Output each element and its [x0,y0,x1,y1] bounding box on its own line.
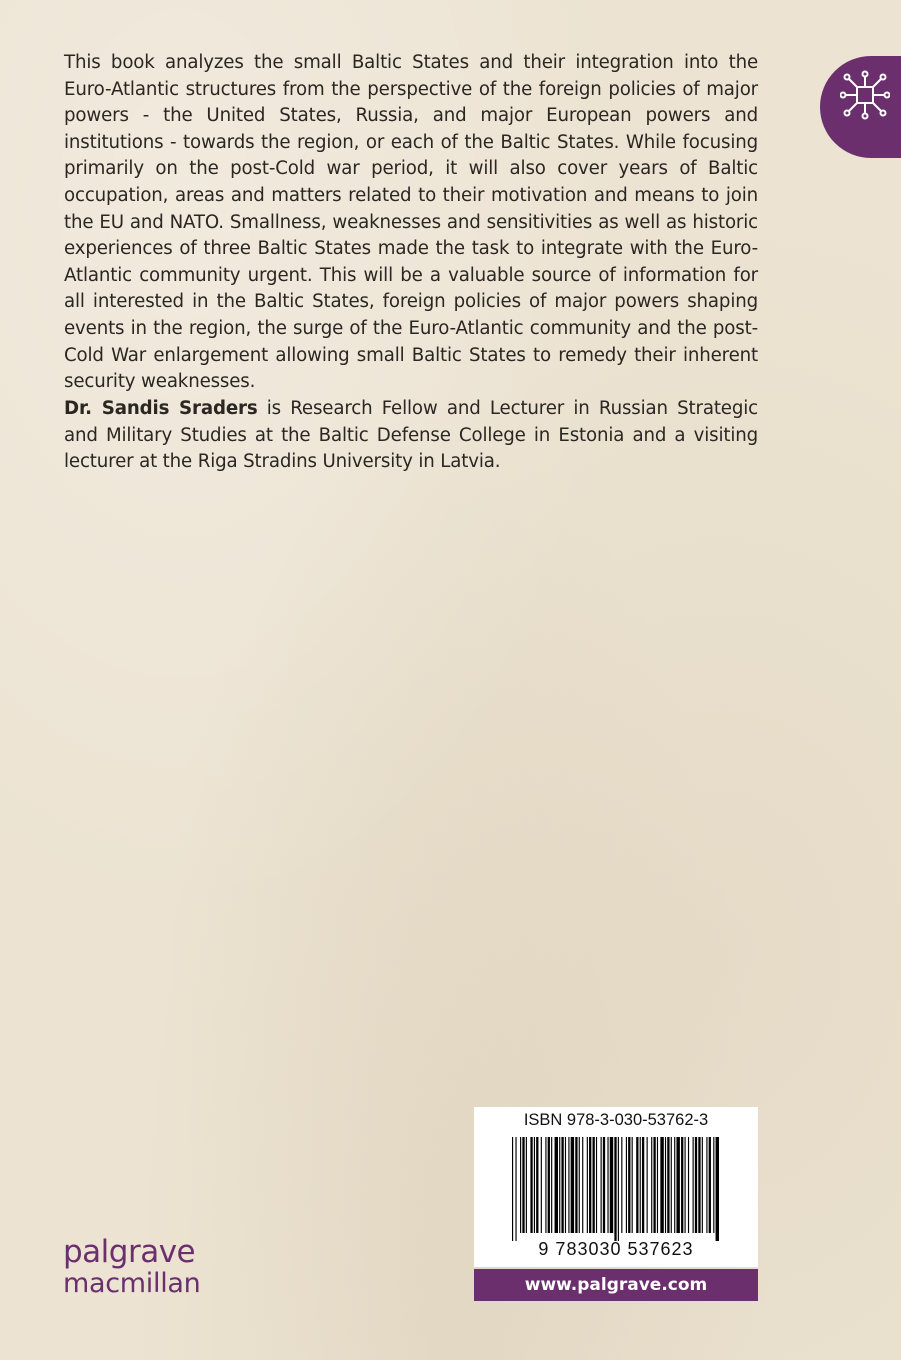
barcode-bar [530,1137,532,1233]
barcode-bar [621,1137,622,1233]
barcode-bar [657,1137,658,1233]
barcode-digits: 9 783030 537623 [538,1239,694,1259]
barcode-bar [579,1137,580,1233]
barcode-bar [551,1137,552,1233]
isbn-label: ISBN 978-3-030-53762-3 [523,1111,709,1129]
logo-line-1: palgrave [63,1234,196,1270]
barcode-bar [526,1137,527,1233]
author-name: Dr. Sandis Sraders [64,398,258,419]
barcode-bar [665,1137,666,1233]
barcode-bar [667,1137,669,1233]
barcode-bar [568,1137,569,1233]
barcode-bar [693,1137,694,1233]
barcode-bar [653,1137,655,1233]
barcode-bar [559,1137,560,1233]
barcode-bar [515,1137,516,1241]
barcode-bar [636,1137,638,1233]
barcode-bar [541,1137,542,1233]
barcode-bar [601,1137,602,1233]
barcode-bar [565,1137,566,1233]
barcode-bar [685,1137,686,1233]
book-description: This book analyzes the small Baltic States and their integration into the Euro-Atlantic structures from the perspective of the foreign policies of major powers - the United States, Russia, and major European powers and institutions - towards the region, or each of the Baltic States. While focusing primarily on the post-Cold war period, it will also cover years of Baltic occupation, areas and matters related to their motivation and means to join the EU and NATO. Smallness, weaknesses and sensitivities as well as historic experiences of three Baltic States made the task to integrate with the Euro-Atlantic community urgent. This will be a valuable source of information for all interested in the Baltic States, foreign policies of major powers shaping events in the region, the surge of the Euro-Atlantic community and the post-Cold War enlargement allowing small Baltic States to remedy their inherent security weaknesses. [64,52,758,393]
barcode-bar [603,1137,605,1233]
barcode-bar [582,1137,583,1233]
barcode-bars [510,1137,722,1241]
barcode-bar [571,1137,574,1233]
barcode-bar [628,1137,630,1233]
barcode-bar [545,1137,546,1233]
barcode-bar [610,1137,613,1233]
barcode-bar [647,1137,648,1233]
barcode-bar [716,1137,719,1241]
author-bio [64,396,758,476]
barcode-bar [607,1137,608,1233]
barcode-bar [534,1137,535,1233]
network-node-icon [840,70,890,120]
barcode-bar [522,1137,524,1233]
barcode-bar [626,1137,627,1233]
barcode-bar [589,1137,591,1233]
barcode-bar [632,1137,633,1233]
barcode-bar [651,1137,652,1233]
barcode-bar [713,1137,714,1233]
barcode-bar [698,1137,700,1233]
publisher-url[interactable]: www.palgrave.com [474,1269,758,1301]
barcode-bar [614,1137,616,1241]
barcode-bar [688,1137,689,1233]
series-badge [820,56,901,158]
publisher-logo [63,1235,200,1299]
barcode-bar [520,1137,521,1233]
barcode-bar [642,1137,644,1233]
barcode-bar [536,1137,538,1233]
barcode-bar [587,1137,588,1233]
barcode-bar [555,1137,558,1233]
barcode-bar [671,1137,672,1233]
barcode-bar [640,1137,641,1233]
barcode-bar [596,1137,597,1233]
barcode-bar [512,1137,513,1241]
barcode-bar [548,1137,550,1233]
isbn-barcode [474,1107,758,1267]
logo-line-2: macmillan [63,1268,201,1299]
barcode-bar [618,1137,619,1241]
barcode-bar [676,1137,679,1233]
author-bio-text: is Research Fellow and Lecturer in Russian Strategic and Military Studies at the Baltic Defense College in Estonia and a visiting lecturer at the Riga Stradins University in Latvia. [64,398,758,473]
barcode-bar [695,1137,697,1233]
barcode-bar [561,1137,563,1233]
barcode-bar [702,1137,703,1233]
barcode-bar [681,1137,683,1233]
barcode-bar [660,1137,663,1233]
barcode-bar [674,1137,675,1233]
barcode-bar [709,1137,711,1233]
barcode-bar [706,1137,707,1233]
barcode-bar [575,1137,577,1233]
barcode-bar [593,1137,595,1233]
